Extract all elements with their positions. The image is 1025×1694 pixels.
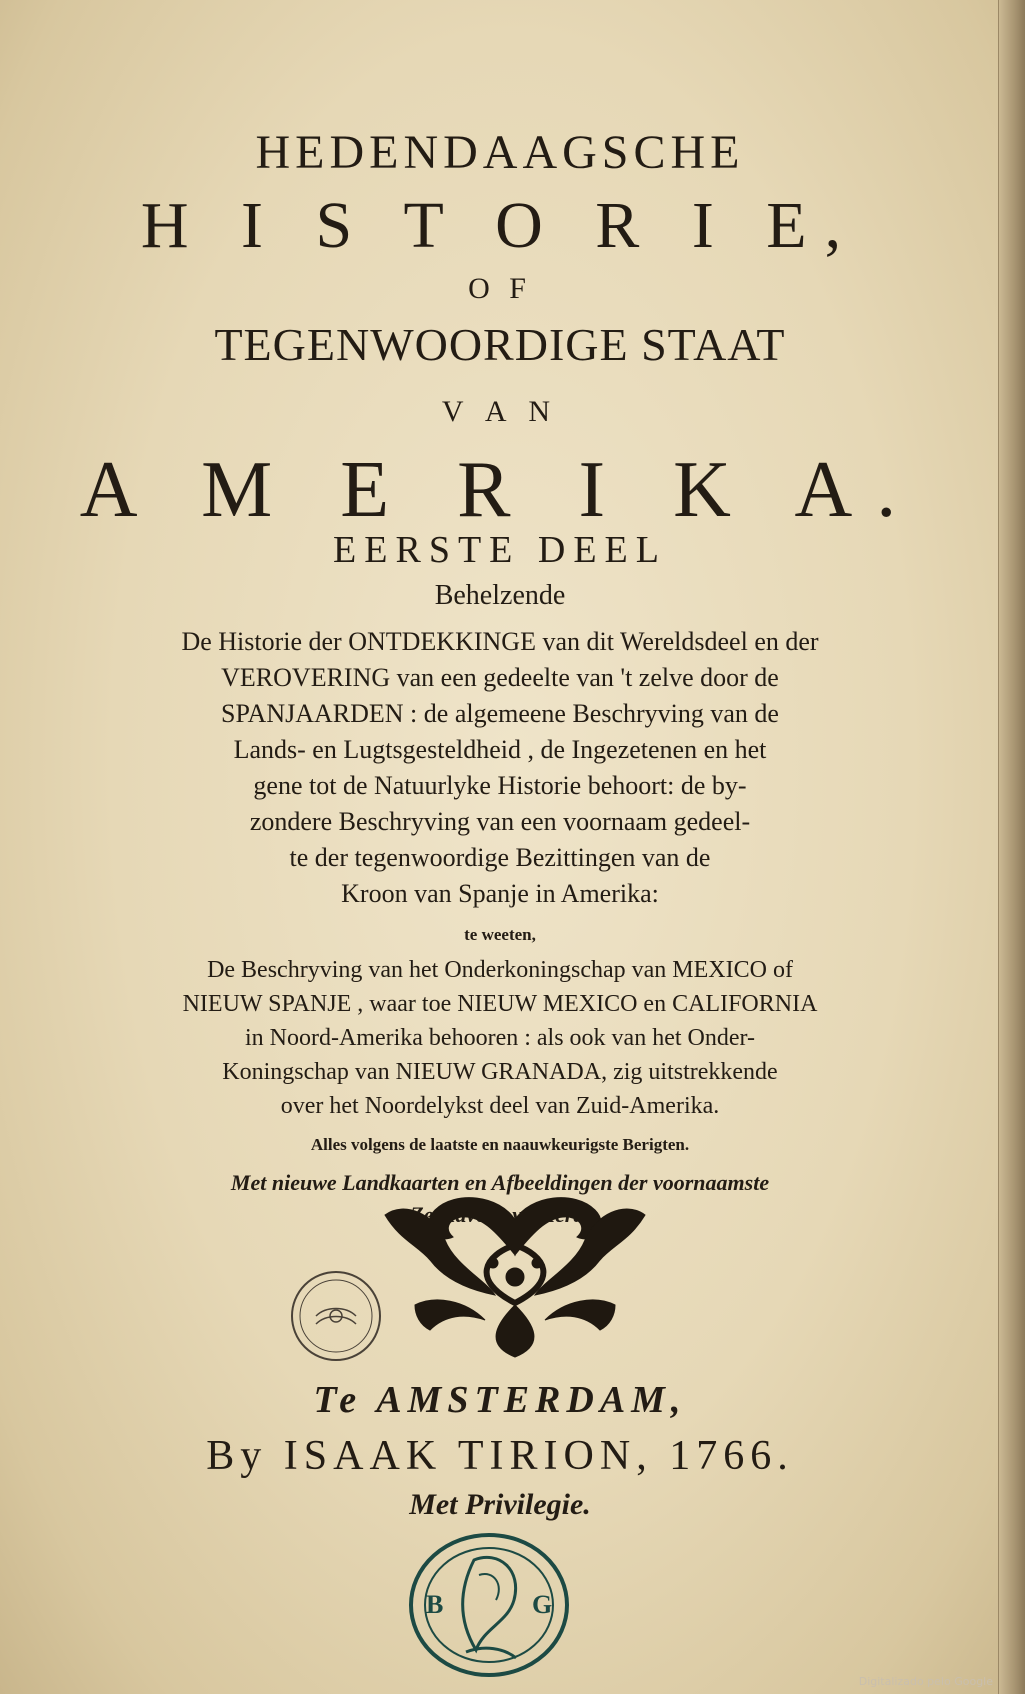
body2-line: in Noord-Amerika behooren : als ook van het Onder- [244,1025,756,1051]
title-line-2: H I S T O R I E, [140,189,860,262]
privilege: Met Privilegie. [409,1488,591,1521]
body-line: gene tot de Natuurlyke Historie behoort: de by- [253,771,747,800]
imprint-place: Te AMSTERDAM, [313,1379,687,1421]
title-line-4: TEGENWOORDIGE STAAT [214,319,786,370]
body-line: Kroon van Spanje in Amerika: [341,879,659,908]
title-line-1: HEDENDAAGSCHE [255,126,745,179]
body-line: zondere Beschryving van een voornaam gedeel- [249,807,751,836]
stamp-letter-right: G [532,1590,553,1619]
body2-line: Koningschap van NIEUW GRANADA, zig uitstrekkende [222,1059,778,1085]
te-weeten: te weeten, [464,925,536,944]
body2-line: De Beschryving van het Onderkoningschap van MEXICO of [207,957,793,983]
behelzende: Behelzende [434,580,566,611]
body-line: Lands- en Lugtsgesteldheid , de Ingezetenen en het [233,735,767,764]
body-line: te der tegenwoordige Bezittingen van de [289,843,711,872]
title-line-6: A M E R I K A. [79,446,921,534]
title-line-3: O F [468,272,532,305]
title-line-7: EERSTE DEEL [333,529,667,571]
body-line: De Historie der ONTDEKKINGE van dit Wereldsdeel en der [181,627,819,656]
alles-line: Alles volgens de laatste en naauwkeurigste Berigten. [310,1135,690,1154]
printers-ornament-icon [375,1185,655,1365]
watermark: Digitalizado pelo Google [858,1675,993,1688]
body2-line: NIEUW SPANJE , waar toe NIEUW MEXICO en CALIFORNIA [182,991,818,1017]
body-line: SPANJAARDEN : de algemeene Beschryving van de [221,699,779,728]
stamp-letter-left: B [426,1590,444,1619]
library-stamp [404,1530,574,1680]
imprint-printer: By ISAAK TIRION, 1766. [206,1433,794,1479]
body-line: VEROVERING van een gedeelte van 't zelve door de [221,663,779,692]
page-edge [998,0,1025,1694]
met-nieuwe-line: Met nieuwe Landkaarten en Afbeeldingen der voornaamste [230,1170,770,1195]
library-seal-icon [286,1266,386,1366]
title-line-5: V A N [441,395,559,428]
body2-line: over het Noordelykst deel van Zuid-Amerika. [280,1093,720,1119]
